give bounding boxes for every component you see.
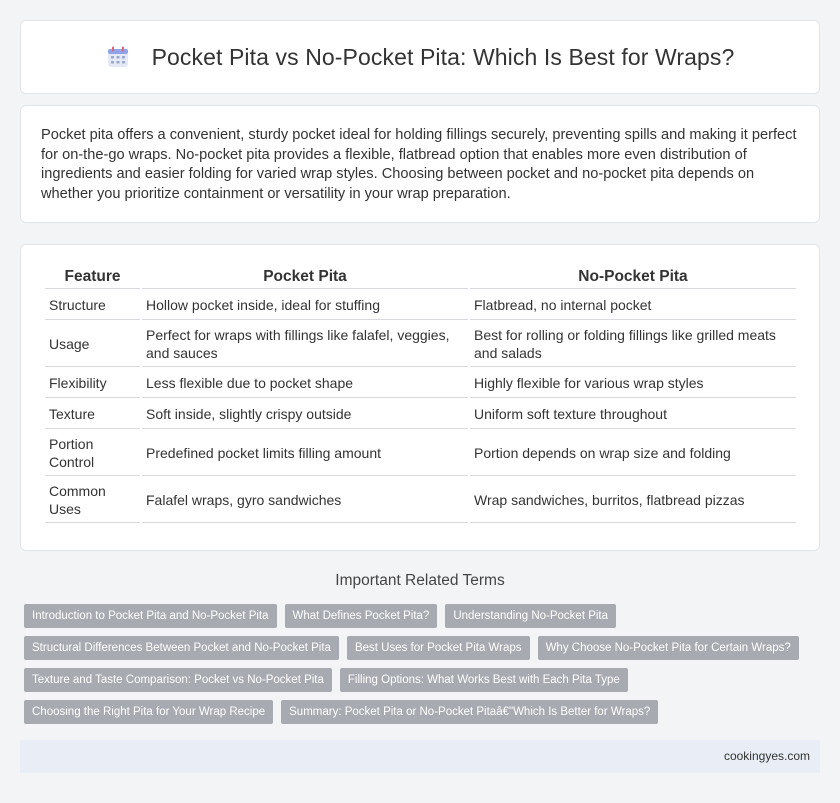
no-pocket-cell: Wrap sandwiches, burritos, flatbread pizzas (470, 478, 796, 523)
related-tag[interactable]: Filling Options: What Works Best with Each Pita Type (340, 668, 628, 692)
table-header-row (45, 265, 796, 289)
related-tag[interactable]: Why Choose No-Pocket Pita for Certain Wraps? (538, 636, 799, 660)
feature-cell: Flexibility (45, 369, 140, 398)
header-pocket-pita: Pocket Pita (142, 265, 468, 289)
related-tag[interactable]: Structural Differences Between Pocket and No-Pocket Pita (24, 636, 339, 660)
feature-cell: Common Uses (45, 478, 140, 523)
related-terms-tags (24, 604, 824, 732)
feature-cell: Portion Control (45, 431, 140, 476)
no-pocket-cell: Flatbread, no internal pocket (470, 291, 796, 320)
no-pocket-cell: Best for rolling or folding fillings like grilled meats and salads (470, 322, 796, 367)
pocket-cell: Hollow pocket inside, ideal for stuffing (142, 291, 468, 320)
feature-cell: Texture (45, 400, 140, 429)
tag-row (24, 604, 824, 628)
comparison-table-card (20, 244, 820, 551)
table-row (45, 369, 796, 398)
no-pocket-cell: Portion depends on wrap size and folding (470, 431, 796, 476)
tag-row (24, 668, 824, 692)
related-tag[interactable]: Summary: Pocket Pita or No-Pocket Pitaâ€"Which Is Better for Wraps? (281, 700, 658, 724)
table-row (45, 478, 796, 523)
table-row (45, 431, 796, 476)
title-card (20, 20, 820, 94)
pocket-cell: Falafel wraps, gyro sandwiches (142, 478, 468, 523)
feature-cell: Structure (45, 291, 140, 320)
pocket-cell: Less flexible due to pocket shape (142, 369, 468, 398)
footer (20, 740, 820, 773)
header-feature: Feature (45, 265, 140, 289)
feature-cell: Usage (45, 322, 140, 367)
table-row (45, 322, 796, 367)
footer-site-link[interactable]: cookingyes.com (723, 749, 810, 763)
related-tag[interactable]: Best Uses for Pocket Pita Wraps (347, 636, 530, 660)
related-tag[interactable]: Understanding No-Pocket Pita (445, 604, 616, 628)
related-terms-title: Important Related Terms (335, 572, 505, 589)
table-row (45, 400, 796, 429)
pocket-cell: Soft inside, slightly crispy outside (142, 400, 468, 429)
intro-paragraph: Pocket pita offers a convenient, sturdy pocket ideal for holding fillings securely, preventing spills and making it perfect for on-the-go wraps. No-pocket pita provides a flexible, flatbread option that enables more even distribution of ingredients and easier folding for varied wrap styles. Choosing between pocket and no-pocket pita depends on whether you prioritize containment or versatility in your wrap preparation. (41, 127, 797, 202)
tag-row (24, 700, 824, 724)
tag-row (24, 636, 824, 660)
table-row (45, 291, 796, 320)
pocket-cell: Perfect for wraps with fillings like falafel, veggies, and sauces (142, 322, 468, 367)
related-tag[interactable]: Choosing the Right Pita for Your Wrap Recipe (24, 700, 273, 724)
pocket-cell: Predefined pocket limits filling amount (142, 431, 468, 476)
no-pocket-cell: Highly flexible for various wrap styles (470, 369, 796, 398)
related-tag[interactable]: Texture and Taste Comparison: Pocket vs No-Pocket Pita (24, 668, 332, 692)
no-pocket-cell: Uniform soft texture throughout (470, 400, 796, 429)
page-title: Pocket Pita vs No-Pocket Pita: Which Is Best for Wraps? (151, 43, 735, 70)
related-tag[interactable]: Introduction to Pocket Pita and No-Pocket Pita (24, 604, 277, 628)
calendar-icon (106, 45, 130, 69)
header-no-pocket-pita: No-Pocket Pita (470, 265, 796, 289)
related-tag[interactable]: What Defines Pocket Pita? (285, 604, 438, 628)
intro-card (20, 105, 820, 223)
comparison-table (43, 263, 798, 525)
